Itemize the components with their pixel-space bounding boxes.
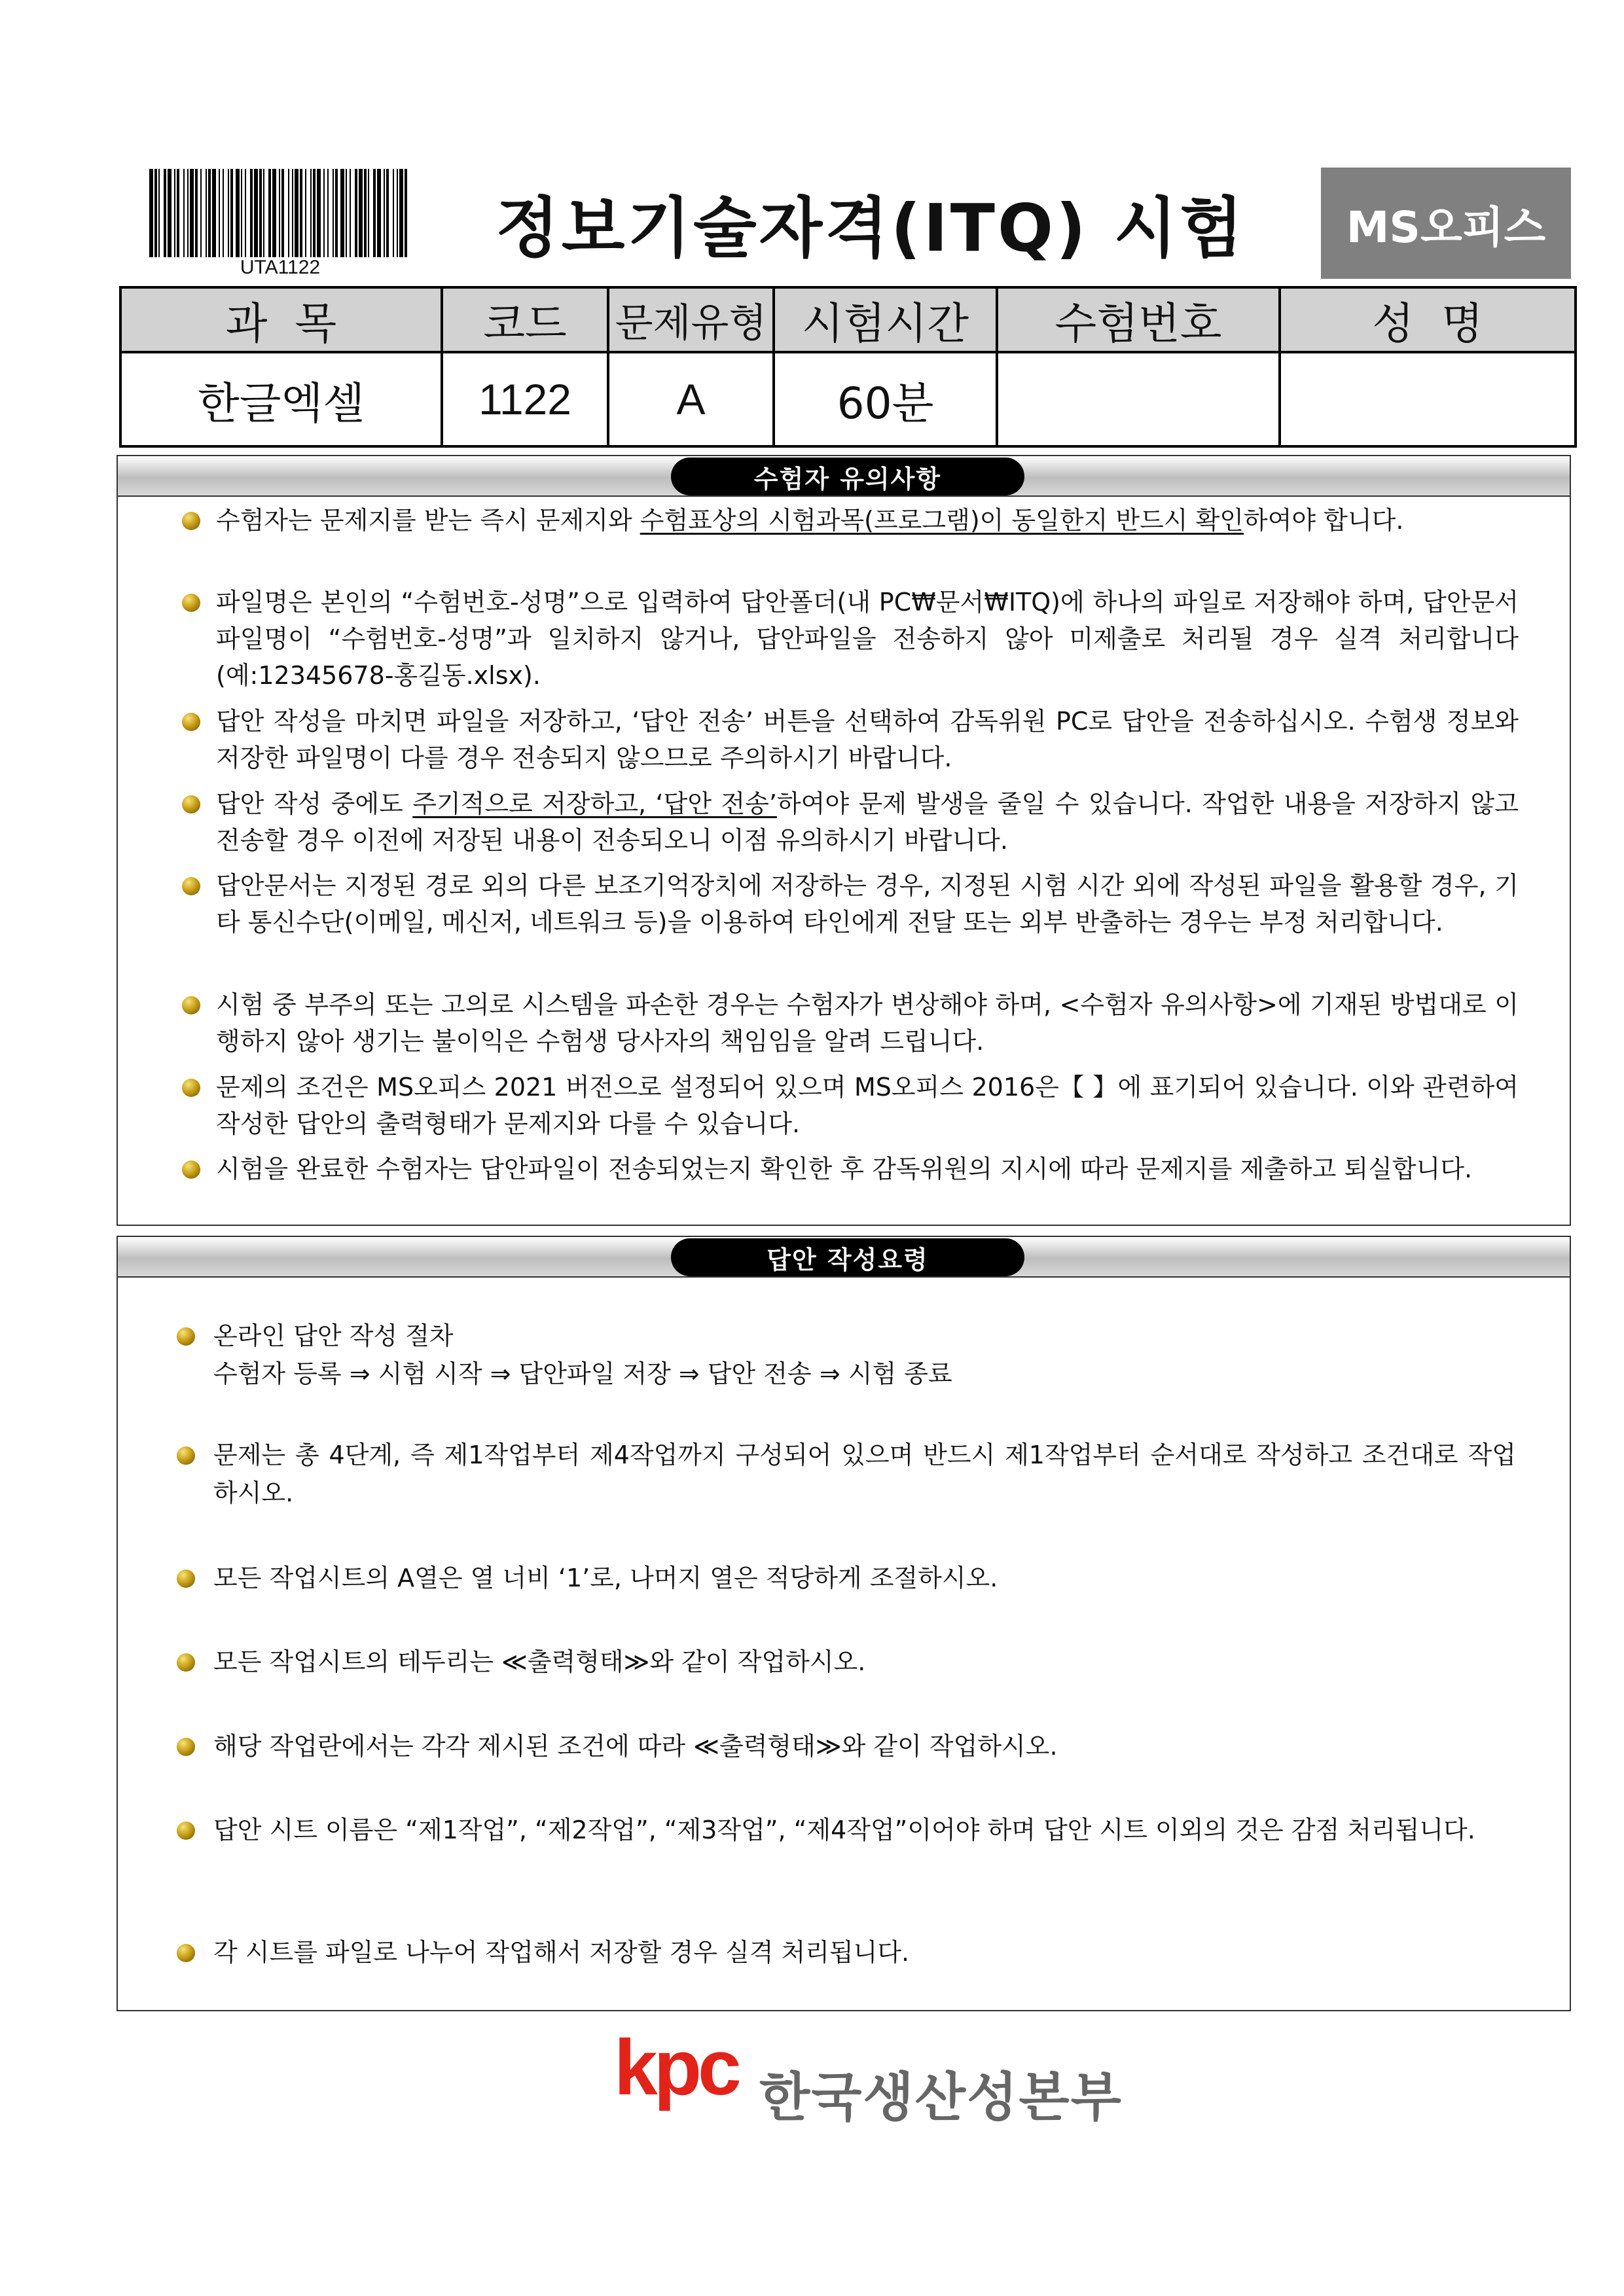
guide-title: 답안 작성요령 <box>671 1238 1024 1276</box>
bullet-icon <box>177 1738 195 1756</box>
barcode-bar <box>292 169 293 257</box>
guide-section <box>117 1236 1571 2011</box>
notice-section <box>117 455 1571 1226</box>
bullet-icon <box>182 1079 200 1097</box>
value-duration: 60분 <box>774 352 997 446</box>
name-field[interactable] <box>1280 352 1576 446</box>
barcode-bar <box>228 169 229 257</box>
barcode-bar <box>149 169 153 257</box>
barcode-bar <box>208 169 211 257</box>
barcode-bar <box>350 169 351 257</box>
barcode-bar <box>305 169 306 257</box>
barcode-bar <box>300 169 302 257</box>
barcode-bar <box>323 169 325 257</box>
bullet-icon <box>182 795 200 814</box>
barcode-bar <box>154 169 157 257</box>
bullet-icon <box>177 1653 195 1672</box>
barcode-bar <box>158 169 160 257</box>
barcode <box>149 169 411 257</box>
barcode-bar <box>174 169 175 257</box>
barcode-bar <box>268 169 271 257</box>
notice-item-5: 답안문서는 지정된 경로 외의 다른 보조기억장치에 저장하는 경우, 지정된 시험 시간 외에 작성된 파일을 활용할 경우, 기타 통신수단(이메일, 메신저, 네트워크 등)을 이용하여 타인에게 전달 또는 외부 반출하는 경우는 부정 처리합니다. <box>216 871 1519 937</box>
barcode-bar <box>340 169 344 257</box>
barcode-bar <box>259 169 262 257</box>
barcode-bar <box>377 169 381 257</box>
barcode-bar <box>327 169 329 257</box>
barcode-bar <box>245 169 246 257</box>
barcode-code: UTA1122 <box>240 257 321 278</box>
notice-title: 수험자 유의사항 <box>671 457 1024 495</box>
notice-item-7: 문제의 조건은 MS오피스 2021 버전으로 설정되어 있으며 MS오피스 2016은【 】에 표기되어 있습니다. 이와 관련하여 작성한 답안의 출력형태가 문제지와 다를 수 있습니다. <box>216 1073 1519 1138</box>
exam-number-field[interactable] <box>997 352 1280 446</box>
notice-item-4: 답안 작성 중에도 주기적으로 저장하고, ‘답안 전송’하여야 문제 발생을 줄일 수 있습니다. 작업한 내용을 저장하지 않고 전송할 경우 이전에 저장된 내용이 전송되오니 이점 유의하시기 바랍니다. <box>216 789 1519 855</box>
kpc-logo <box>614 2032 765 2111</box>
barcode-bar <box>317 169 321 257</box>
notice-item-6: 시험 중 부주의 또는 고의로 시스템을 파손한 경우는 수험자가 변상해야 하며, <수험자 유의사항>에 기재된 방법대로 이행하지 않아 생기는 불이익은 수험생 당사자의 책임임을 알려 드립니다. <box>216 990 1519 1056</box>
barcode-bar <box>310 169 312 257</box>
barcode-bar <box>254 169 258 257</box>
header-duration: 시험시간 <box>774 287 997 352</box>
header-exam-number: 수험번호 <box>997 287 1280 352</box>
value-type: A <box>608 352 774 446</box>
barcode-bar <box>335 169 338 257</box>
barcode-bar <box>164 169 166 257</box>
barcode-bar <box>241 169 242 257</box>
barcode-bar <box>200 169 202 257</box>
barcode-bar <box>393 169 394 257</box>
notice-title-bar <box>118 456 1570 497</box>
bullet-icon <box>182 713 200 731</box>
barcode-bar <box>187 169 189 257</box>
barcode-bar <box>373 169 376 257</box>
barcode-bar <box>405 169 407 257</box>
guide-item-5: 해당 작업란에서는 각각 제시된 조건에 따라 ≪출력형태≫와 같이 작업하시오. <box>213 1732 1058 1761</box>
bullet-icon <box>182 512 200 530</box>
bullet-icon <box>182 877 200 895</box>
kpc-logo-text: kpc <box>614 2032 738 2111</box>
exam-title: 정보기술자격(ITQ) 시험 <box>496 190 1246 266</box>
barcode-bar <box>223 169 224 257</box>
barcode-bar <box>195 169 198 257</box>
barcode-bar <box>177 169 179 257</box>
barcode-bar <box>399 169 403 257</box>
subject-badge: MS오피스 <box>1321 168 1571 279</box>
barcode-bar <box>346 169 347 257</box>
barcode-bar <box>359 169 363 257</box>
guide-item-2: 문제는 총 4단계, 즉 제1작업부터 제4작업까지 구성되어 있으며 반드시 제1작업부터 순서대로 작성하고 조건대로 작업하시오. <box>213 1441 1516 1507</box>
value-code: 1122 <box>442 352 608 446</box>
barcode-bar <box>295 169 298 257</box>
barcode-bar <box>288 169 289 257</box>
exam-info-table <box>119 286 1577 448</box>
guide-item-1: 온라인 답안 작성 절차 수험자 등록 ⇒ 시험 시작 ⇒ 답안파일 저장 ⇒ 답안 전송 ⇒ 시험 종료 <box>213 1321 952 1388</box>
notice-item-3: 답안 작성을 마치면 파일을 저장하고, ‘답안 전송’ 버튼을 선택하여 감독위원 PC로 답안을 전송하십시오. 수험생 정보와 저장한 파일명이 다를 경우 전송되지 않으므로 주의하시기 바랍니다. <box>216 707 1519 772</box>
header-code: 코드 <box>442 287 608 352</box>
barcode-bar <box>250 169 253 257</box>
header-subject: 과 목 <box>120 287 442 352</box>
barcode-bar <box>313 169 316 257</box>
barcode-bar <box>168 169 171 257</box>
barcode-bar <box>206 169 207 257</box>
barcode-bar <box>384 169 385 257</box>
barcode-bar <box>397 169 398 257</box>
barcode-bar <box>281 169 284 257</box>
barcode-bar <box>219 169 220 257</box>
guide-item-6: 답안 시트 이름은 “제1작업”, “제2작업”, “제3작업”, “제4작업”이어야 하며 답안 시트 이외의 것은 감점 처리됩니다. <box>213 1816 1475 1844</box>
barcode-bar <box>368 169 369 257</box>
guide-item-4: 모든 작업시트의 테두리는 ≪출력형태≫와 같이 작업하시오. <box>213 1647 866 1676</box>
bullet-icon <box>177 1821 195 1840</box>
org-name: 한국생산성본부 <box>759 2067 1123 2128</box>
barcode-bar <box>355 169 357 257</box>
bullet-icon <box>177 1944 195 1962</box>
guide-item-3: 모든 작업시트의 A열은 열 너비 ‘1’로, 나머지 열은 적당하게 조절하시오. <box>213 1564 998 1592</box>
bullet-icon <box>182 1160 200 1179</box>
notice-item-1: 수험자는 문제지를 받는 즉시 문제지와 수험표상의 시험과목(프로그램)이 동일한지 반드시 확인하여야 합니다. <box>216 506 1404 535</box>
barcode-bar <box>364 169 367 257</box>
barcode-bar <box>333 169 334 257</box>
barcode-bar <box>263 169 264 257</box>
barcode-bar <box>272 169 276 257</box>
barcode-bar <box>236 169 240 257</box>
guide-item-7: 각 시트를 파일로 나누어 작업해서 저장할 경우 실격 처리됩니다. <box>213 1938 910 1967</box>
bullet-icon <box>182 996 200 1014</box>
barcode-bar <box>386 169 389 257</box>
bullet-icon <box>177 1570 195 1588</box>
bullet-icon <box>182 594 200 612</box>
barcode-bar <box>183 169 185 257</box>
notice-item-2: 파일명은 본인의 “수험번호-성명”으로 입력하여 답안폴더(내 PC₩문서₩ITQ)에 하나의 파일로 저장해야 하며, 답안문서 파일명이 “수험번호-성명”과 일치하지 않거나, 답안파일을 전송하지 않아 미제출로 처리될 경우 실격 처리합니다(예:12345678-홍길동.xlsx). <box>216 588 1519 690</box>
header-name: 성 명 <box>1280 287 1576 352</box>
bullet-icon <box>177 1446 195 1465</box>
guide-title-bar <box>118 1237 1570 1278</box>
notice-item-8: 시험을 완료한 수험자는 답안파일이 전송되었는지 확인한 후 감독위원의 지시에 따라 문제지를 제출하고 퇴실합니다. <box>216 1155 1473 1183</box>
header-type: 문제유형 <box>608 287 774 352</box>
barcode-bar <box>279 169 280 257</box>
barcode-bar <box>190 169 194 257</box>
value-subject: 한글엑셀 <box>120 352 442 446</box>
barcode-bar <box>212 169 216 257</box>
bullet-icon <box>177 1327 195 1346</box>
barcode-bar <box>230 169 233 257</box>
